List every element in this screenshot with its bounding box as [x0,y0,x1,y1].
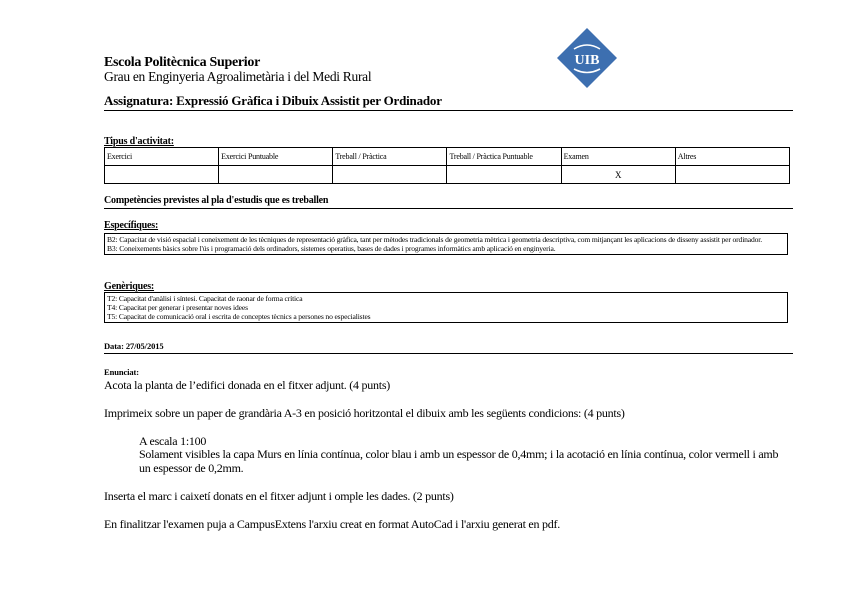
activity-col-treball-puntuable: Treball / Pràctica Puntuable [447,148,561,166]
statement-condition-1: A escala 1:100 [139,434,207,448]
competencies-divider [104,208,793,209]
activity-heading: Tipus d'activitat: [104,136,174,147]
activity-col-altres: Altres [675,148,789,166]
activity-type-table [104,147,790,184]
competency-t5: T5: Capacitat de comunicació oral i escrita de conceptes tècnics a persones no especialistes [107,312,371,321]
activity-mark-treball [333,166,447,184]
competency-t2: T2: Capacitat d'anàlisi i síntesi. Capacitat de raonar de forma crítica [107,294,303,303]
uib-logo [556,27,618,89]
degree-name: Grau en Enginyeria Agroalimetària i del Medi Rural [104,69,372,84]
statement-label: Enunciat: [104,367,139,377]
competencies-heading: Competències previstes al pla d'estudis que es treballen [104,195,329,206]
subject-title: Assignatura: Expressió Gràfica i Dibuix Assistit per Ordinador [104,93,442,108]
exam-date: Data: 27/05/2015 [104,341,164,351]
uib-logo-text: UIB [574,53,600,68]
specific-heading: Específiques: [104,220,159,231]
header-divider [104,110,793,111]
generic-competencies-box [104,292,788,323]
statement-paragraph-4: En finalitzar l'examen puja a CampusExtens l'arxiu creat en format AutoCad i l'arxiu generat en pdf. [104,517,560,531]
statement-condition-2: Solament visibles la capa Murs en línia contínua, color blau i amb un espessor de 0,4mm; i la acotació en línia contínua, color vermell i amb un espessor de 0,2mm. [139,447,779,475]
specific-competencies-box [104,233,788,255]
activity-col-treball: Treball / Pràctica [333,148,447,166]
competency-t4: T4: Capacitat per generar i presentar noves idees [107,303,248,312]
activity-mark-treball-puntuable [447,166,561,184]
competency-b2: B2: Capacitat de visió espacial i coneixement de les tècniques de representació gràfica, tant per mètodes tradicionals de geometria mètrica i geometria descriptiva, com mitjançant les aplicacions de disseny assistit per ordinador. [107,235,763,244]
date-divider [104,353,793,354]
activity-marks-row [105,166,790,184]
competency-b3: B3: Coneixements bàsics sobre l'ús i programació dels ordinadors, sistemes operatius, bases de dades i programes informàtics amb aplicació en enginyeria. [107,244,556,253]
school-name: Escola Politècnica Superior [104,55,260,70]
statement-paragraph-3: Inserta el marc i caixetí donats en el fitxer adjunt i omple les dades. (2 punts) [104,489,454,503]
activity-header-row [105,148,790,166]
statement-paragraph-1: Acota la planta de l’edifici donada en el fitxer adjunt. (4 punts) [104,378,391,392]
activity-mark-exercici [105,166,219,184]
activity-col-exercici-puntuable: Exercici Puntuable [219,148,333,166]
generic-heading: Genèriques: [104,281,155,292]
activity-mark-examen: X [561,166,675,184]
activity-mark-altres [675,166,789,184]
activity-col-exercici: Exercici [105,148,219,166]
activity-mark-exercici-puntuable [219,166,333,184]
statement-paragraph-2: Imprimeix sobre un paper de grandària A-3 en posició horitzontal el dibuix amb les següents condicions: (4 punts) [104,406,625,420]
activity-col-examen: Examen [561,148,675,166]
